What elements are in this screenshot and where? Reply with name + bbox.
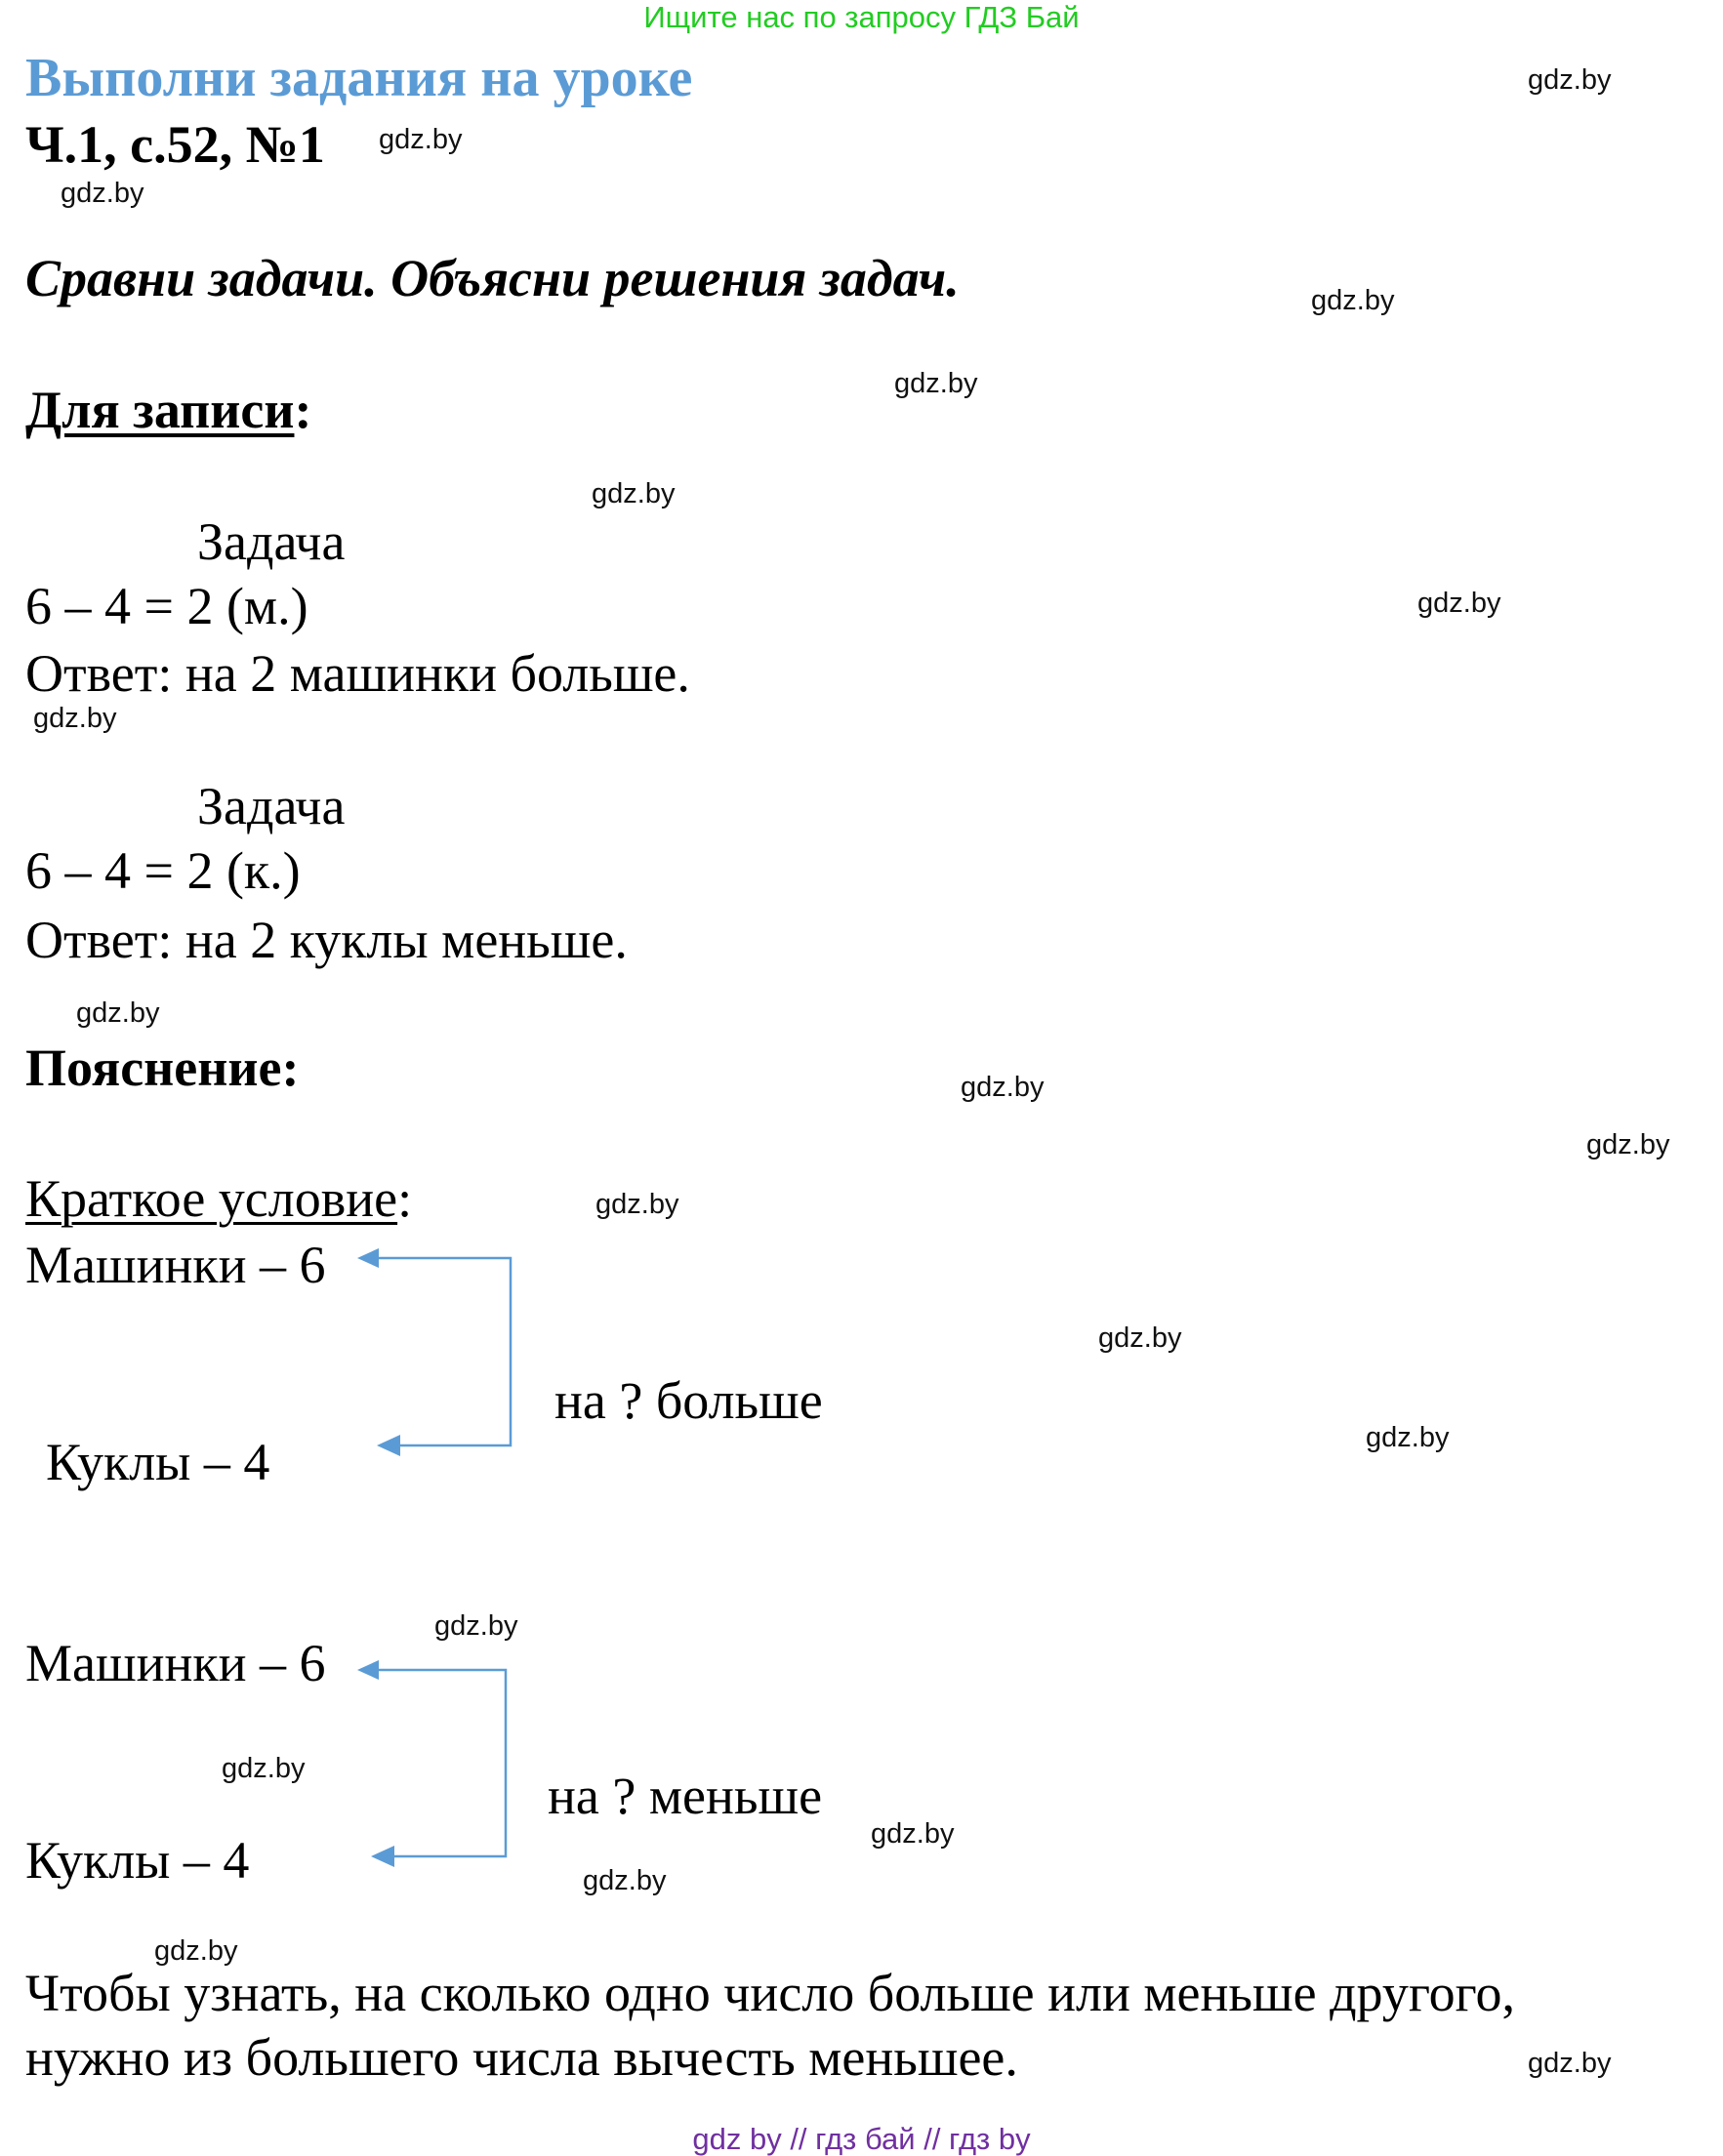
watermark: gdz.by xyxy=(76,997,160,1029)
record-heading-label: Для записи xyxy=(25,381,295,439)
solution-2-heading: Задача xyxy=(197,777,346,835)
watermark: gdz.by xyxy=(1098,1322,1182,1354)
watermark: gdz.by xyxy=(1311,285,1395,316)
watermark: gdz.by xyxy=(1417,588,1501,619)
task-text: Сравни задачи. Объясни решения задач. xyxy=(25,249,960,307)
footer-links[interactable]: gdz by // гдз бай // гдз by xyxy=(692,2122,1031,2156)
record-heading xyxy=(25,381,312,439)
watermark: gdz.by xyxy=(871,1818,955,1850)
exercise-reference: Ч.1, с.52, №1 xyxy=(25,115,325,174)
watermark: gdz.by xyxy=(61,178,144,209)
watermark: gdz.by xyxy=(583,1865,667,1896)
watermark: gdz.by xyxy=(595,1189,679,1220)
condition-2-bottom: Куклы – 4 xyxy=(25,1831,250,1890)
rule-line-2: нужно из большего числа вычесть меньшее. xyxy=(25,2028,1018,2087)
condition-2-relation: на ? меньше xyxy=(548,1767,823,1825)
watermark: gdz.by xyxy=(1586,1129,1670,1160)
arrow-head-icon xyxy=(357,1248,379,1268)
solution-1-heading: Задача xyxy=(197,512,346,571)
watermark: gdz.by xyxy=(434,1610,518,1642)
watermark: gdz.by xyxy=(33,703,117,734)
colon: : xyxy=(294,381,312,439)
explanation-heading-label: Пояснение xyxy=(25,1038,282,1097)
condition-heading-label: Краткое условие xyxy=(25,1169,398,1228)
solution-2-answer: Ответ: на 2 куклы меньше. xyxy=(25,911,628,969)
solution-1-answer: Ответ: на 2 машинки больше. xyxy=(25,644,690,703)
watermark: gdz.by xyxy=(1528,64,1612,96)
page-title: Выполни задания на уроке xyxy=(25,48,693,108)
solution-1-equation: 6 – 4 = 2 (м.) xyxy=(25,577,308,635)
watermark: gdz.by xyxy=(894,368,978,399)
watermark: gdz.by xyxy=(1528,2048,1612,2079)
bracket-arrow-2 xyxy=(375,1670,506,1856)
solution-2-equation: 6 – 4 = 2 (к.) xyxy=(25,841,301,900)
colon: : xyxy=(397,1169,413,1228)
condition-1-top: Машинки – 6 xyxy=(25,1236,326,1294)
search-banner: Ищите нас по запросу ГДЗ Бай xyxy=(643,0,1080,34)
condition-1-relation: на ? больше xyxy=(554,1371,823,1430)
arrow-head-icon xyxy=(371,1846,394,1867)
bracket-arrow-1 xyxy=(375,1258,511,1445)
watermark: gdz.by xyxy=(154,1935,238,1967)
arrow-head-icon xyxy=(377,1435,400,1456)
watermark: gdz.by xyxy=(592,478,676,509)
watermark: gdz.by xyxy=(961,1072,1045,1103)
colon: : xyxy=(281,1038,300,1097)
condition-2-top: Машинки – 6 xyxy=(25,1634,326,1692)
explanation-heading xyxy=(25,1038,300,1097)
condition-heading xyxy=(25,1169,413,1228)
rule-line-1: Чтобы узнать, на сколько одно число больше или меньше другого, xyxy=(25,1964,1515,2022)
watermark: gdz.by xyxy=(222,1753,306,1784)
watermark: gdz.by xyxy=(1366,1422,1450,1453)
condition-1-bottom: Куклы – 4 xyxy=(46,1433,270,1491)
watermark: gdz.by xyxy=(379,124,463,155)
arrow-head-icon xyxy=(357,1660,379,1680)
